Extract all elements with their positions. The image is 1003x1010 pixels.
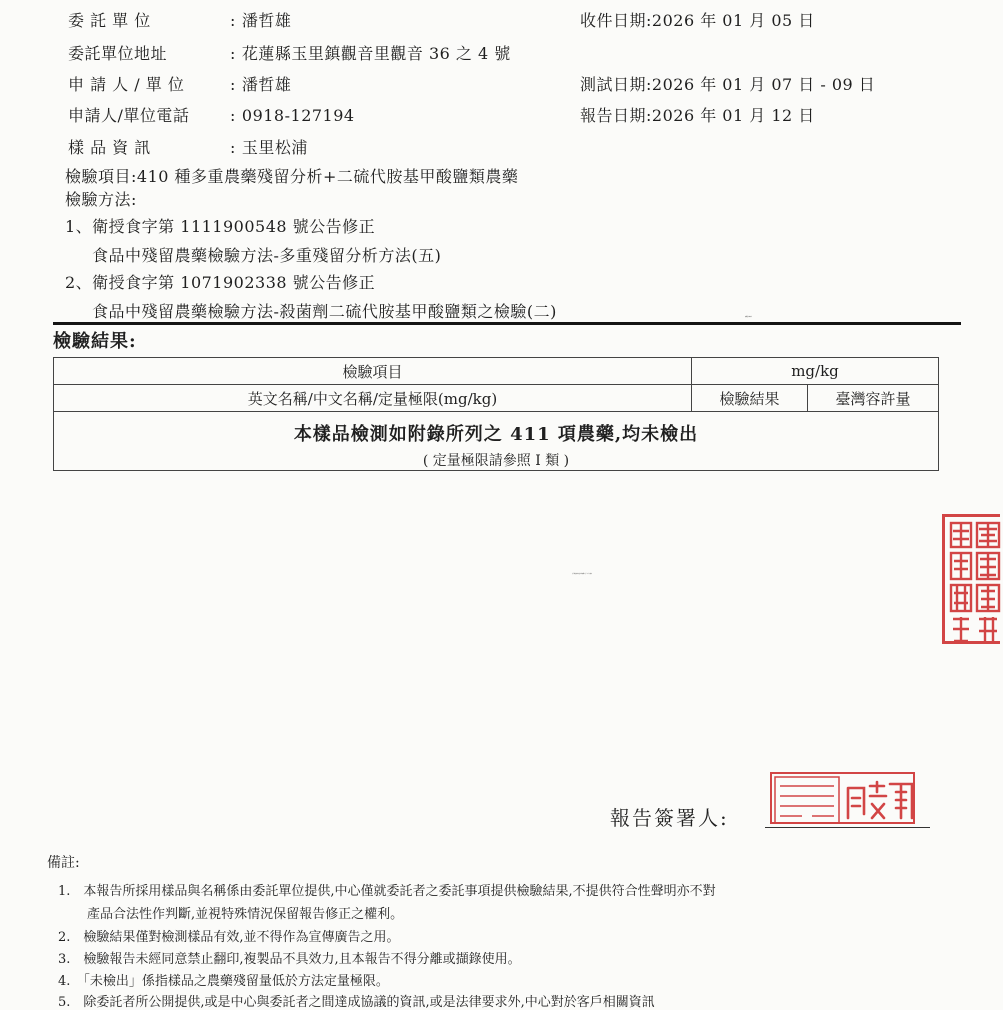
svg-text:檢驗報告專用章: 檢驗報告專用章 bbox=[745, 317, 752, 318]
note-3: 3. 檢驗報告未經同意禁止翻印,複製品不具效力,且本報告不得分離或擷錄使用。 bbox=[58, 952, 521, 967]
method-2-line-2: 食品中殘留農藥檢驗方法-殺菌劑二硫代胺基甲酸鹽類之檢驗(二) bbox=[92, 302, 557, 321]
results-summary-note: ( 定量極限請參照 I 類 ) bbox=[422, 453, 570, 469]
applicant-label: 申 請 人 / 單 位 bbox=[68, 75, 185, 94]
col-limit-header: 臺灣容許量 bbox=[808, 385, 939, 412]
phone-label: 申請人/單位電話 bbox=[68, 106, 190, 125]
notes-title: 備註: bbox=[47, 855, 80, 871]
applicant-row: 申 請 人 / 單 位 : 潘哲雄 bbox=[68, 72, 291, 95]
signer-label: 報告簽署人: bbox=[610, 806, 729, 830]
applicant-value: 潘哲雄 bbox=[241, 75, 292, 94]
svg-text:東台灣農藥殘留與毒物檢驗中心 主任 何彥鵬: 東台灣農藥殘留與毒物檢驗中心 主任 何彥鵬 bbox=[572, 574, 592, 575]
sample-row: 樣 品 資 訊 : 玉里松浦 bbox=[68, 135, 308, 158]
note-5: 5. 除委託者所公開提供,或是中心與委託者之間達成協議的資訊,或是法律要求外,中心對於客戶相關資訊 bbox=[58, 995, 655, 1010]
report-date-row: 報告日期:2026 年 01 月 12 日 bbox=[580, 106, 815, 125]
test-value: 2026 年 01 月 07 日 - 09 日 bbox=[651, 75, 876, 94]
note-4: 4. 「未檢出」係指樣品之農藥殘留量低於方法定量極限。 bbox=[58, 974, 389, 989]
test-label: 測試日期 bbox=[580, 75, 647, 94]
results-summary: 本樣品檢測如附錄所列之 411 項農藥,均未檢出 bbox=[293, 424, 699, 445]
method-title: 檢驗方法: bbox=[65, 190, 137, 209]
section-divider bbox=[53, 322, 961, 325]
test-date-row: 測試日期:2026 年 01 月 07 日 - 09 日 bbox=[580, 75, 876, 94]
received-value: 2026 年 01 月 05 日 bbox=[651, 11, 815, 30]
note-1-line-2: 產品合法性作判斷,並視特殊情況保留報告修正之權利。 bbox=[87, 907, 404, 922]
client-row: 委 託 單 位 : 潘哲雄 bbox=[68, 8, 291, 31]
sample-label: 樣 品 資 訊 bbox=[68, 138, 151, 157]
sample-value: 玉里松浦 bbox=[241, 138, 308, 157]
col-unit-header: mg/kg bbox=[692, 358, 939, 385]
results-title: 檢驗結果: bbox=[53, 331, 137, 352]
signature-line bbox=[765, 827, 930, 828]
phone-value: 0918-127194 bbox=[241, 106, 355, 125]
results-table bbox=[53, 357, 939, 471]
method-1-line-2: 食品中殘留農藥檢驗方法-多重殘留分析方法(五) bbox=[92, 246, 442, 265]
col-item-header: 檢驗項目 bbox=[54, 358, 692, 385]
note-2: 2. 檢驗結果僅對檢測樣品有效,並不得作為宣傳廣告之用。 bbox=[58, 930, 400, 945]
method-1-line-1: 1、衛授食字第 1111900548 號公告修正 bbox=[65, 217, 376, 236]
address-label: 委託單位地址 bbox=[68, 44, 168, 63]
inspection-items: 檢驗項目:410 種多重農藥殘留分析+二硫代胺基甲酸鹽類農藥 bbox=[65, 167, 519, 186]
report-value: 2026 年 01 月 12 日 bbox=[651, 106, 815, 125]
address-row: 委託單位地址 : 花蓮縣玉里鎮觀音里觀音 36 之 4 號 bbox=[68, 41, 511, 64]
method-2-line-1: 2、衛授食字第 1071902338 號公告修正 bbox=[65, 273, 376, 292]
phone-row: 申請人/單位電話 : 0918-127194 bbox=[68, 103, 355, 126]
received-date-row: 收件日期:2026 年 01 月 05 日 bbox=[580, 11, 815, 30]
received-label: 收件日期 bbox=[580, 11, 647, 30]
client-value: 潘哲雄 bbox=[241, 11, 292, 30]
note-1-line-1: 1. 本報告所採用樣品與名稱係由委託單位提供,中心僅就委託者之委託事項提供檢驗結果,不提供符合性聲明亦不對 bbox=[58, 884, 716, 899]
col-names-header: 英文名稱/中文名稱/定量極限(mg/kg) bbox=[54, 385, 692, 412]
col-result-header: 檢驗結果 bbox=[692, 385, 808, 412]
address-value: 花蓮縣玉里鎮觀音里觀音 36 之 4 號 bbox=[241, 44, 511, 63]
report-label: 報告日期 bbox=[580, 106, 647, 125]
results-summary-cell bbox=[54, 412, 939, 471]
client-label: 委 託 單 位 bbox=[68, 11, 151, 30]
